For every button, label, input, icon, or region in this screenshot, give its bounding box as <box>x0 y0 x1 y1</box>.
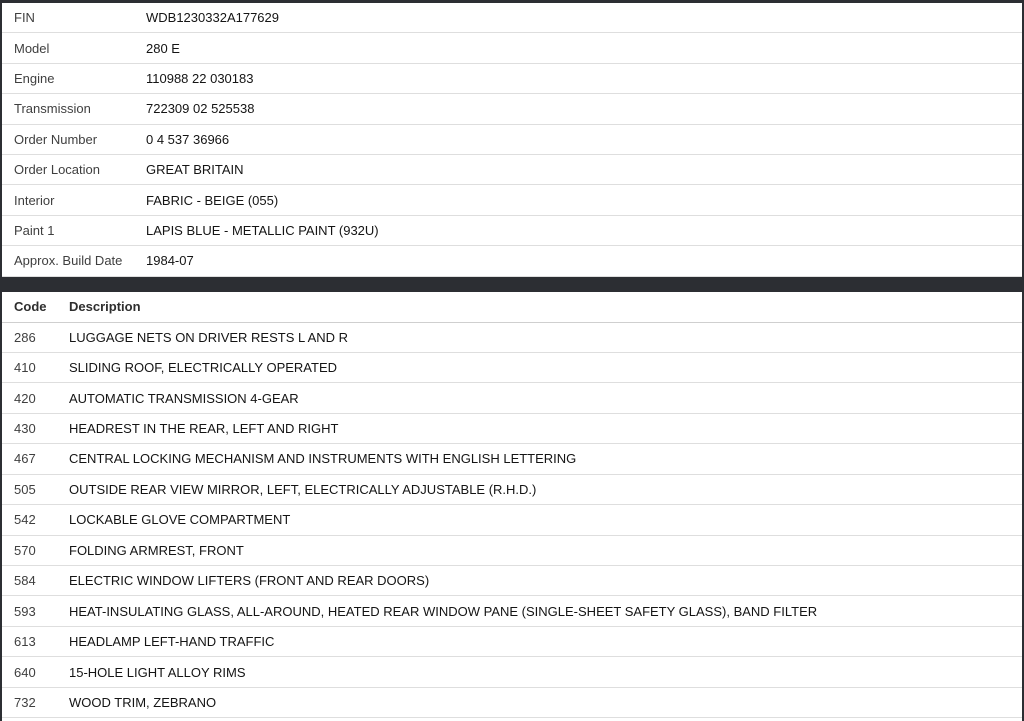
option-row <box>0 323 1024 353</box>
options-rows-container <box>0 323 1024 719</box>
option-description: FOLDING ARMREST, FRONT <box>69 542 244 558</box>
vehicle-info-row <box>0 246 1024 276</box>
option-description: HEAT-INSULATING GLASS, ALL-AROUND, HEATED REAR WINDOW PANE (SINGLE-SHEET SAFETY GLASS), BAND FILTER <box>69 603 818 619</box>
option-code: 420 <box>14 390 36 406</box>
option-row <box>0 596 1024 626</box>
option-description: ELECTRIC WINDOW LIFTERS (FRONT AND REAR DOORS) <box>69 573 430 589</box>
option-row <box>0 657 1024 687</box>
options-table <box>0 292 1024 719</box>
option-code: 410 <box>14 360 36 376</box>
description-column-header: Description <box>69 299 141 315</box>
option-description: AUTOMATIC TRANSMISSION 4-GEAR <box>69 390 299 406</box>
option-row <box>0 505 1024 535</box>
option-code: 430 <box>14 421 36 437</box>
option-code: 286 <box>14 329 36 345</box>
info-row-label: Model <box>14 40 50 56</box>
option-code: 570 <box>14 542 36 558</box>
info-row-label: Approx. Build Date <box>14 253 123 269</box>
option-row <box>0 536 1024 566</box>
info-row-label: Engine <box>14 70 55 86</box>
option-code: 584 <box>14 573 36 589</box>
option-row <box>0 566 1024 596</box>
vehicle-info-table <box>0 3 1024 277</box>
info-row-value: 1984-07 <box>146 253 194 269</box>
info-row-value: 280 E <box>146 40 180 56</box>
option-description: OUTSIDE REAR VIEW MIRROR, LEFT, ELECTRICALLY ADJUSTABLE (R.H.D.) <box>69 481 537 497</box>
vehicle-info-row <box>0 64 1024 94</box>
vehicle-info-row <box>0 155 1024 185</box>
option-row <box>0 444 1024 474</box>
vehicle-info-row <box>0 185 1024 215</box>
option-code: 640 <box>14 664 36 680</box>
info-row-value: GREAT BRITAIN <box>146 162 244 178</box>
info-row-value: 110988 22 030183 <box>146 70 254 86</box>
option-description: LUGGAGE NETS ON DRIVER RESTS L AND R <box>69 329 349 345</box>
info-row-value: FABRIC - BEIGE (055) <box>146 192 279 208</box>
info-row-value: 722309 02 525538 <box>146 101 255 117</box>
options-header-row <box>0 292 1024 323</box>
option-code: 505 <box>14 481 36 497</box>
option-row <box>0 475 1024 505</box>
option-description: 15-HOLE LIGHT ALLOY RIMS <box>69 664 246 680</box>
vehicle-info-row <box>0 125 1024 155</box>
info-row-label: Paint 1 <box>14 222 55 238</box>
info-row-label: Order Number <box>14 131 98 147</box>
option-code: 467 <box>14 451 36 467</box>
vehicle-info-row <box>0 33 1024 63</box>
option-description: HEADLAMP LEFT-HAND TRAFFIC <box>69 634 275 650</box>
option-row <box>0 383 1024 413</box>
option-row <box>0 627 1024 657</box>
info-row-label: FIN <box>14 10 35 26</box>
option-description: CENTRAL LOCKING MECHANISM AND INSTRUMENTS WITH ENGLISH LETTERING <box>69 451 577 467</box>
option-code: 732 <box>14 694 36 710</box>
vehicle-info-row <box>0 94 1024 124</box>
vehicle-info-row <box>0 3 1024 33</box>
info-row-value: WDB1230332A177629 <box>146 10 279 26</box>
option-row <box>0 688 1024 718</box>
table-divider <box>0 277 1024 292</box>
code-column-header: Code <box>14 299 47 315</box>
option-description: WOOD TRIM, ZEBRANO <box>69 694 217 710</box>
option-code: 613 <box>14 634 36 650</box>
option-row <box>0 353 1024 383</box>
info-row-value: LAPIS BLUE - METALLIC PAINT (932U) <box>146 222 379 238</box>
info-row-label: Order Location <box>14 162 100 178</box>
option-description: LOCKABLE GLOVE COMPARTMENT <box>69 512 291 528</box>
info-row-label: Interior <box>14 192 55 208</box>
option-code: 593 <box>14 603 36 619</box>
info-row-label: Transmission <box>14 101 91 117</box>
option-description: SLIDING ROOF, ELECTRICALLY OPERATED <box>69 360 338 376</box>
option-description: HEADREST IN THE REAR, LEFT AND RIGHT <box>69 421 339 437</box>
option-row <box>0 414 1024 444</box>
info-row-value: 0 4 537 36966 <box>146 131 230 147</box>
vehicle-info-row <box>0 216 1024 246</box>
option-code: 542 <box>14 512 36 528</box>
